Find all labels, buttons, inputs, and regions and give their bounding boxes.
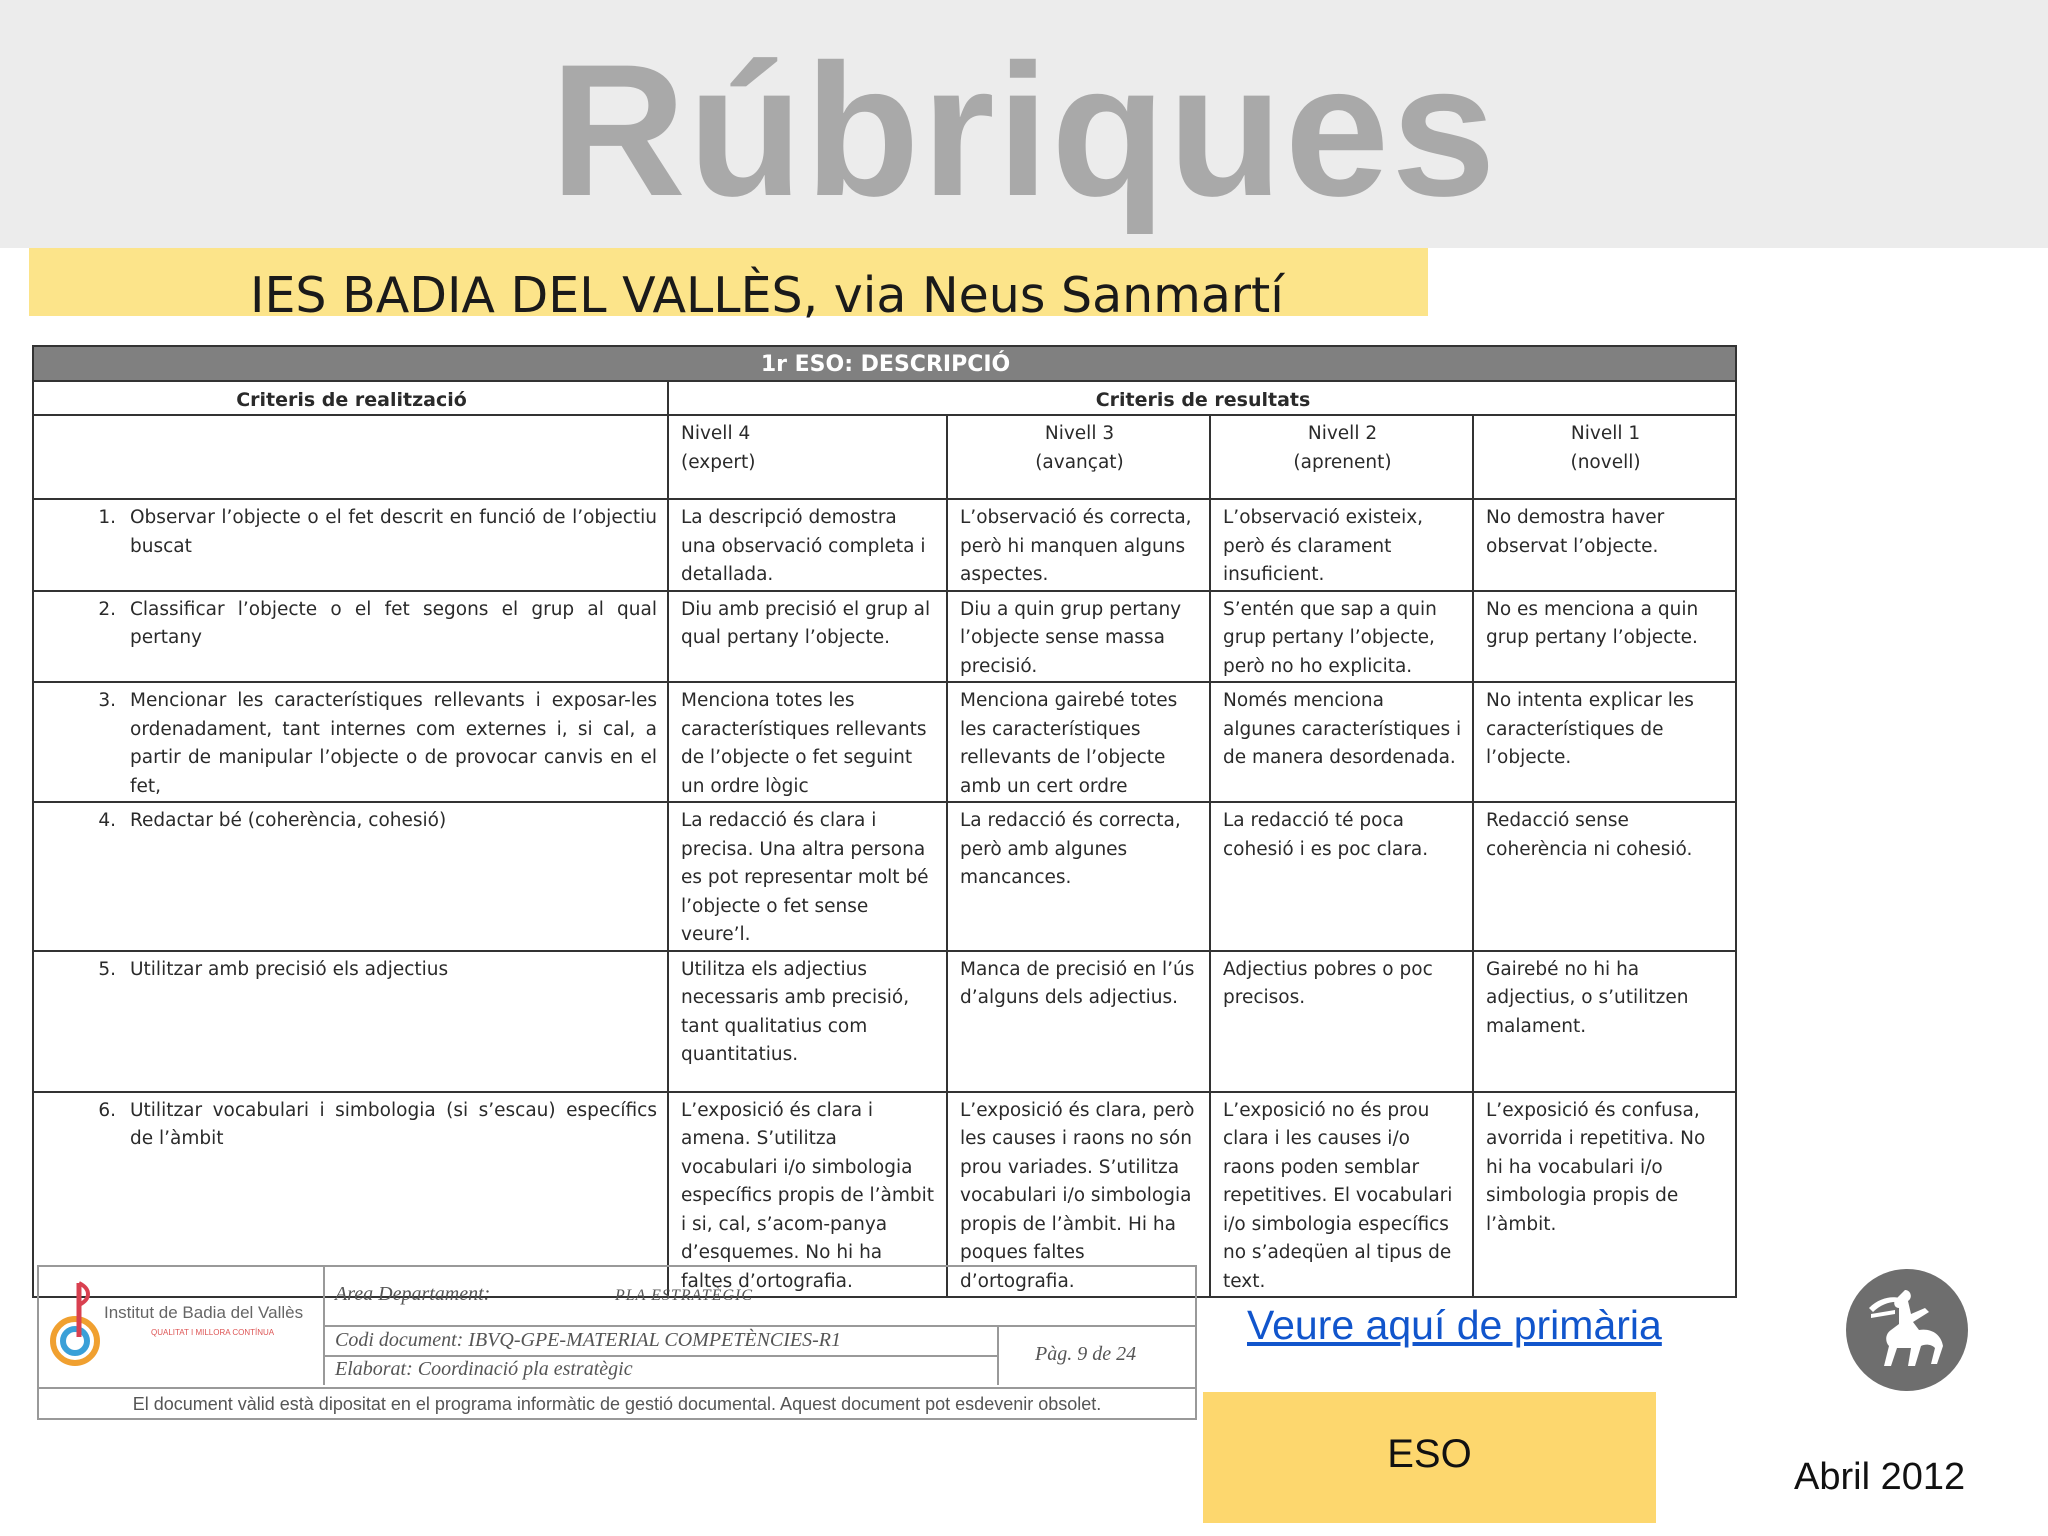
level-cell: L’exposició és clara, però les causes i raons no són prou variades. S’utilitza vocabulari i/o simbologia propis de l’àmbit. Hi ha poques faltes d’ortografia. xyxy=(947,1092,1210,1298)
institute-subtitle: QUALITAT I MILLORA CONTÍNUA xyxy=(151,1328,275,1337)
level-cell: No intenta explicar les característiques de l’objecte. xyxy=(1473,682,1736,802)
level-cell: La redacció és clara i precisa. Una altra persona es pot representar molt bé l’objecte o fet sense veure’l. xyxy=(668,802,947,951)
right-header: Criteris de resultats xyxy=(668,381,1736,416)
criterion-number: 4. xyxy=(98,810,116,831)
document-footer xyxy=(37,1265,1197,1420)
level-cell: Diu a quin grup pertany l’objecte sense massa precisió. xyxy=(947,591,1210,683)
table-row xyxy=(33,591,1736,683)
level-cell: Utilitza els adjectius necessaris amb precisió, tant qualitatius com quantitatius. xyxy=(668,951,947,1092)
level-cell: Gairebé no hi ha adjectius, o s’utilitzen malament. xyxy=(1473,951,1736,1092)
level-name: Nivell 4 xyxy=(681,423,751,444)
area-value: PLA ESTRATÈGIC xyxy=(615,1287,754,1304)
level-cell: Diu amb precisió el grup al qual pertany l’objecte. xyxy=(668,591,947,683)
criterion-number: 3. xyxy=(98,690,116,711)
centaur-logo-icon xyxy=(1845,1268,1970,1393)
level-header-row xyxy=(33,415,1736,499)
document-code: Codi document: IBVQ-GPE-MATERIAL COMPETÈNCIES-R1 xyxy=(335,1329,842,1351)
criterion-number: 1. xyxy=(98,507,116,528)
level-name: Nivell 2 xyxy=(1307,423,1378,444)
institute-name: Institut de Badia del Vallès xyxy=(104,1303,304,1322)
level-cell: L’exposició és clara i amena. S’utilitza vocabulari i/o simbologia específics propis de l’àmbit i si, cal, s’acom-panya d’esquemes. No hi ha faltes d’ortografia. xyxy=(668,1092,947,1298)
slide-subtitle: IES BADIA DEL VALLÈS, via Neus Sanmartí xyxy=(250,267,1284,324)
criterion-text: Utilitzar amb precisió els adjectius xyxy=(130,958,449,980)
criterion-number: 2. xyxy=(98,598,116,620)
level-cell: L’exposició és confusa, avorrida i repetitiva. No hi ha vocabulari i/o simbologia propis de l’àmbit. xyxy=(1473,1092,1736,1298)
table-row xyxy=(33,951,1736,1092)
level-cell: Menciona gairebé totes les característiques rellevants de l’objecte amb un cert ordre xyxy=(947,682,1210,802)
criterion-cell xyxy=(33,802,668,951)
level-4-header xyxy=(668,415,947,499)
level-cell: S’entén que sap a quin grup pertany l’objecte, però no ho explicita. xyxy=(1210,591,1473,683)
criterion-number: 6. xyxy=(98,1099,116,1121)
criterion-number: 5. xyxy=(98,958,116,980)
criterion-text: Observar l’objecte o el fet descrit en funció de l’objectiu buscat xyxy=(130,507,657,557)
level-sub: (novell) xyxy=(1570,451,1641,473)
elaborat-label: Elaborat: Coordinació pla estratègic xyxy=(335,1358,633,1380)
level-name: Nivell 1 xyxy=(1570,423,1641,444)
level-cell: Menciona totes les característiques rellevants de l’objecte o fet seguint un ordre lògic xyxy=(668,682,947,802)
level-sub: (avançat) xyxy=(1035,451,1124,473)
level-2-header xyxy=(1210,415,1473,499)
criterion-cell xyxy=(33,499,668,591)
criterion-cell xyxy=(33,591,668,683)
rubric-header-row xyxy=(33,381,1736,416)
eso-box xyxy=(1203,1392,1656,1523)
level-cell: Manca de precisió en l’ús d’alguns dels adjectius. xyxy=(947,951,1210,1092)
left-header: Criteris de realització xyxy=(33,381,668,416)
criterion-cell xyxy=(33,682,668,802)
level-sub: (expert) xyxy=(681,451,756,473)
criterion-cell xyxy=(33,951,668,1092)
criterion-text: Classificar l’objecte o el fet segons el grup al qual pertany xyxy=(130,598,657,648)
level-cell: L’observació és correcta, però hi manquen alguns aspectes. xyxy=(947,499,1210,591)
level-cell: La redacció té poca cohesió i es poc clara. xyxy=(1210,802,1473,951)
level-name: Nivell 3 xyxy=(1044,423,1115,444)
level-cell: La descripció demostra una observació completa i detallada. xyxy=(668,499,947,591)
institute-logo-box xyxy=(39,1267,325,1385)
level-cell: Redacció sense coherència ni cohesió. xyxy=(1473,802,1736,951)
area-label: Area Departament: xyxy=(335,1283,491,1305)
level-sub: (aprenent) xyxy=(1293,451,1392,473)
level-1-header xyxy=(1473,415,1736,499)
criterion-text: Redactar bé (coherència, cohesió) xyxy=(130,810,447,831)
page-number: Pàg. 9 de 24 xyxy=(1035,1343,1137,1365)
rubric-title: 1r ESO: DESCRIPCIÓ xyxy=(33,346,1736,381)
date-label: Abril 2012 xyxy=(1794,1456,1966,1498)
level-cell: No demostra haver observat l’objecte. xyxy=(1473,499,1736,591)
table-row xyxy=(33,802,1736,951)
table-row xyxy=(33,682,1736,802)
validity-note: El document vàlid està dipositat en el programa informàtic de gestió documental. Aquest document pot esdevenir obsolet. xyxy=(39,1387,1195,1420)
rubric-table xyxy=(32,345,1737,1298)
divider xyxy=(325,1355,997,1357)
institute-logo-icon xyxy=(45,1275,105,1375)
level-cell: La redacció és correcta, però amb algunes mancances. xyxy=(947,802,1210,951)
rubric-title-row xyxy=(33,346,1736,381)
level-cell: L’observació existeix, però és clarament insuficient. xyxy=(1210,499,1473,591)
criterion-text: Utilitzar vocabulari i simbologia (si s’escau) específics de l’àmbit xyxy=(130,1099,657,1149)
level-cell: L’exposició no és prou clara i les causes i/o raons poden semblar repetitives. El vocabulari i/o simbologia específics no s’adeqüen al tipus de text. xyxy=(1210,1092,1473,1298)
primary-rubric-link[interactable]: Veure aquí de primària xyxy=(1247,1302,1662,1348)
level-cell: Adjectius pobres o poc precisos. xyxy=(1210,951,1473,1092)
code-row xyxy=(325,1327,1195,1385)
eso-label: ESO xyxy=(1387,1432,1472,1476)
empty-cell xyxy=(33,415,668,499)
criterion-text: Mencionar les característiques rellevants i exposar-les ordenadament, tant internes com externes i, si cal, a partir de manipular l’objecte o de provocar canvis en el fet, xyxy=(130,690,657,797)
slide-title: Rúbriques xyxy=(550,25,1498,235)
level-3-header xyxy=(947,415,1210,499)
level-cell: No es menciona a quin grup pertany l’objecte. xyxy=(1473,591,1736,683)
area-row xyxy=(325,1267,1195,1327)
level-cell: Només menciona algunes característiques i de manera desordenada. xyxy=(1210,682,1473,802)
page-number-box xyxy=(997,1327,1197,1385)
table-row xyxy=(33,499,1736,591)
